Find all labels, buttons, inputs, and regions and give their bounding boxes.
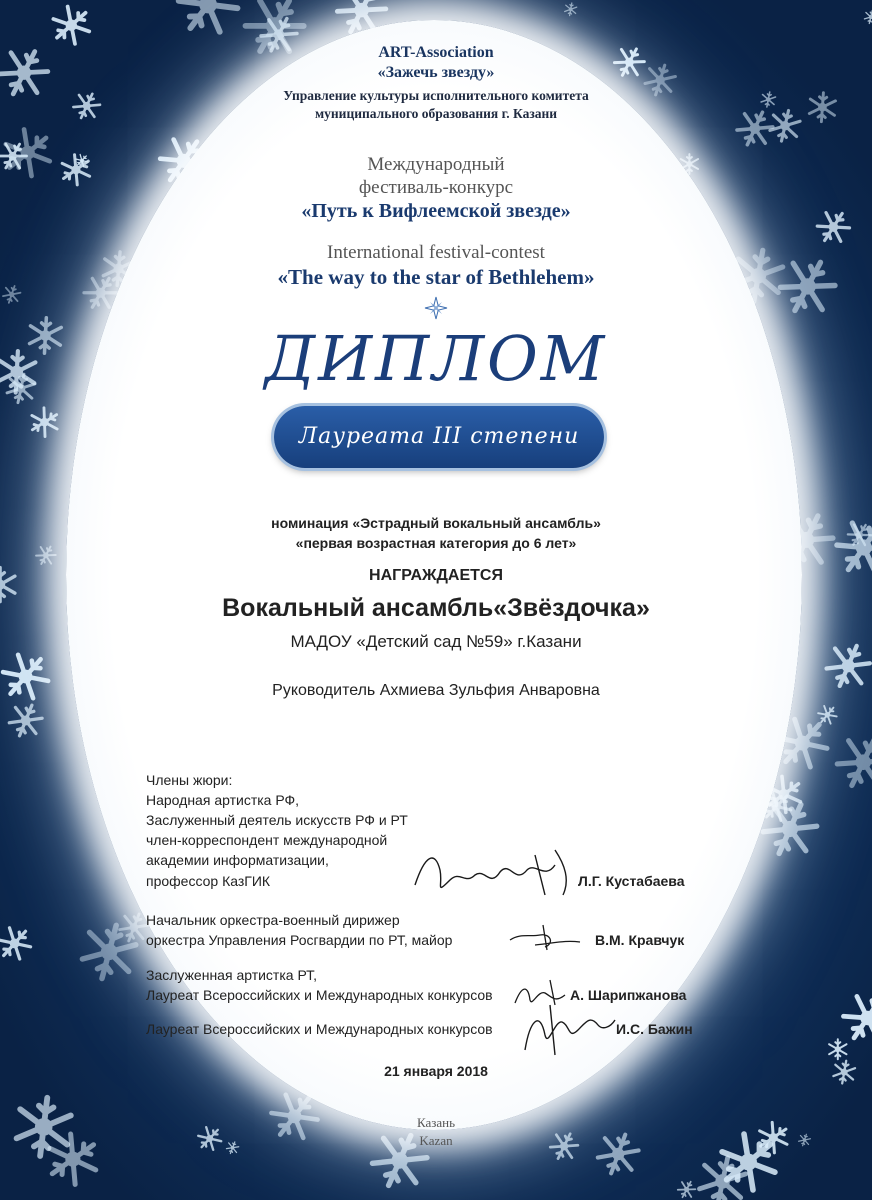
jury-3-title-line: Заслуженная артистка РТ, (146, 967, 318, 983)
snowflake-icon (170, 0, 247, 44)
signature-kravchuk (505, 915, 595, 955)
nomination-line-2: «первая возрастная категория до 6 лет» (295, 535, 577, 551)
snowflake-icon (26, 404, 63, 440)
snowflake-icon (676, 1178, 698, 1200)
diploma-title: ДИПЛОМ (264, 322, 608, 395)
jury-2-name: В.М. Кравчук (595, 932, 685, 948)
jury-heading: Члены жюри: (146, 772, 233, 788)
jury-3-name: А. Шарипжанова (570, 987, 687, 1003)
snowflake-icon (46, 0, 96, 50)
snowflake-icon (564, 2, 577, 17)
snowflake-icon (6, 700, 45, 741)
jury-1-title-line: профессор КазГИК (146, 873, 271, 889)
jury-1-name: Л.Г. Кустабаева (578, 873, 685, 889)
winner-name: Вокальный ансамбль«Звёздочка» (222, 594, 650, 622)
city-en: Kazan (419, 1133, 453, 1148)
snowflake-icon (864, 9, 872, 24)
snowflake-icon (0, 922, 36, 965)
signature-bazhin (520, 1000, 620, 1060)
association-name: «Зажечь звезду» (377, 64, 495, 81)
association-label: ART-Association (378, 44, 494, 61)
star-icon (424, 296, 448, 320)
jury-3-title-line: Лауреат Всероссийских и Международных конкурсов (146, 987, 493, 1003)
signature-kustabaeva (405, 840, 585, 910)
institution-name: МАДОУ «Детский сад №59» г.Казани (290, 632, 582, 651)
festival-en-name: «The way to the star of Bethlehem» (277, 265, 595, 289)
leader-name: Руководитель Ахмиева Зульфия Анваровна (272, 682, 600, 699)
nomination-line-1: номинация «Эстрадный вокальный ансамбль» (271, 515, 601, 531)
festival-ru-line-1: Международный (367, 154, 505, 175)
jury-4-name: И.С. Бажин (616, 1021, 693, 1037)
jury-1-title-line: Народная артистка РФ, (146, 792, 300, 808)
festival-en-line: International festival-contest (327, 242, 545, 263)
degree-badge: Лауреата III степени (274, 406, 604, 468)
jury-1-title-line: член-корреспондент международной (146, 832, 388, 848)
snowflake-icon (829, 1039, 846, 1059)
jury-2-title-line: Начальник оркестра-военный дирижер (146, 912, 400, 928)
city-ru: Казань (416, 1115, 456, 1130)
department-line-1: Управление культуры исполнительного комитета (283, 88, 589, 103)
jury-1-title-line: академии информатизации, (146, 852, 329, 868)
snowflake-icon (832, 729, 872, 795)
festival-ru-name: «Путь к Вифлеемской звезде» (301, 200, 571, 222)
awarded-label: НАГРАЖДАЕТСЯ (369, 567, 503, 584)
festival-ru-line-2: фестиваль-конкурс (358, 177, 514, 198)
snowflake-icon (837, 986, 872, 1049)
jury-2-title-line: оркестра Управления Росгвардии по РТ, майор (146, 932, 453, 948)
jury-4-title-line: Лауреат Всероссийских и Международных конкурсов (146, 1021, 493, 1037)
jury-1-title-line: Заслуженный деятель искусств РФ и РТ (146, 812, 408, 828)
department-line-2: муниципального образования г. Казани (314, 106, 558, 121)
issue-date: 21 января 2018 (384, 1063, 488, 1079)
